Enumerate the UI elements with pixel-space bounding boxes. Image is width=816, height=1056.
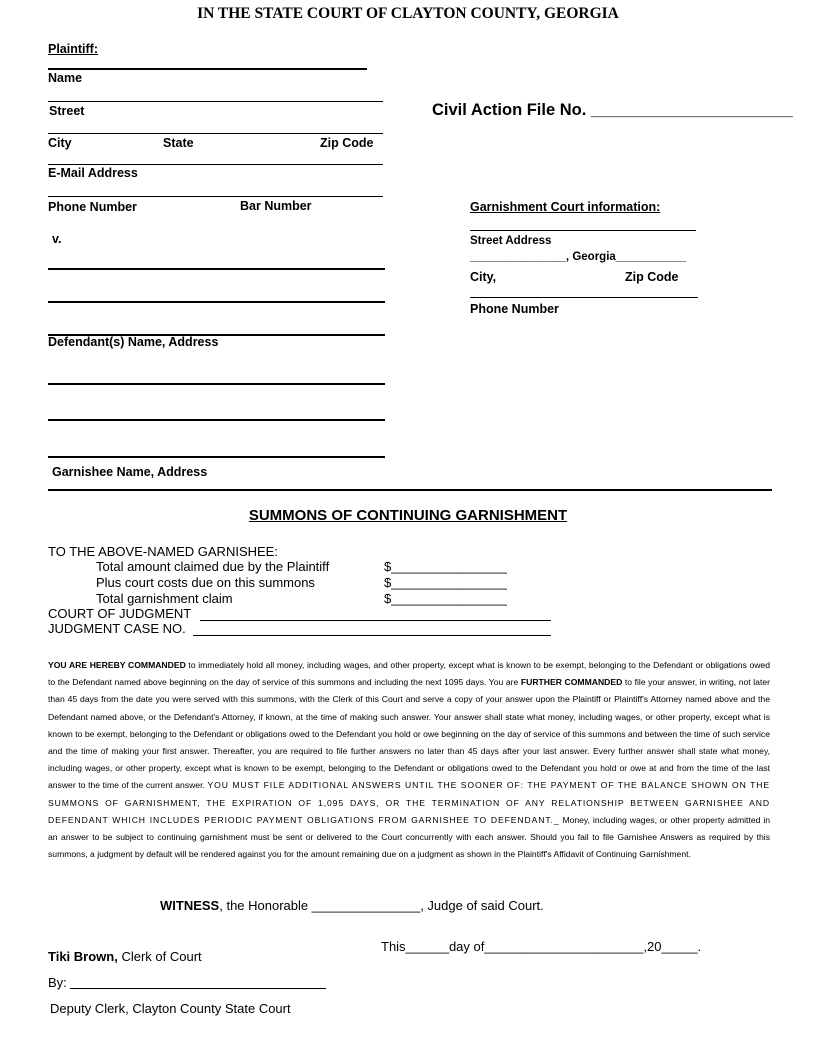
summons-title: SUMMONS OF CONTINUING GARNISHMENT [248,507,568,524]
commanded-text-1: YOU ARE HEREBY COMMANDED [48,660,186,670]
plaintiff-city-label: City [48,136,72,150]
judgment-case-no-line[interactable] [193,635,551,636]
plaintiff-heading: Plaintiff: [48,42,98,56]
garnishment-court-heading: Garnishment Court information: [470,200,661,214]
claim-item-amount[interactable]: $________________ [384,559,507,574]
garnishment-court-name-line[interactable] [470,230,696,231]
garnishment-street-label: Street Address [470,235,552,247]
plaintiff-phone-line[interactable] [48,196,383,197]
claim-item-amount[interactable]: $________________ [384,591,507,606]
defendant-line-1[interactable] [48,268,385,270]
defendant-label: Defendant(s) Name, Address [48,335,219,349]
witness-text: , the Honorable _______________, Judge of said Court. [219,898,544,913]
deputy-clerk-label: Deputy Clerk, Clayton County State Court [50,1001,291,1016]
clerk-title: Clerk of Court [117,949,202,964]
plaintiff-city-line[interactable] [48,133,383,134]
garnishee-label: Garnishee Name, Address [52,465,208,479]
body-text-3: Money, including wages, or other property admitted in an answer to be subject to continuing garnishment must be sent or delivered to the Court concurrently with each answer. Should you fail to file Garnishee Answers as required by this summons, a judgment by default will be rendered against you for the amount remaining due on a judgment as shown in the Plaintiff's Affidavit of Continuing Garnishment. [48,814,771,860]
garnishment-zip-label: Zip Code [625,270,679,284]
claim-item-label: Total garnishment claim [96,591,233,606]
plaintiff-state-label: State [163,136,194,150]
to-garnishee-line: TO THE ABOVE-NAMED GARNISHEE: [48,544,278,559]
plaintiff-phone-label: Phone Number [48,200,137,214]
court-of-judgment-label: COURT OF JUDGMENT [48,606,192,621]
section-divider [48,489,772,491]
plaintiff-street-label: Street [49,104,85,118]
body-text-2: to file your answer, in writing, not later than 45 days from the date you were served with this summons, with the Clerk of this Court and serve a copy of your answer upon the Plaintiff or Plaintiff's Attorney named above and the Defendant named above, or the Defendant's Attorney, if known, at the time of making such answer. Your answer shall state what money, including wages, or other property, except what is known to be exempt, belonging to the Defendant or obligations owed to the Defendant you hold or owe beginning on the day of service of this summons and between the time of such service and the time of making your first answer. Thereafter, you are required to file further answers no later than 45 days after your last answer. Every further answer shall state what money, including wages, or other property, except what is known to be exempt, belonging to the Defendant or obligations owed to the Defendant you hold or owe at and from the time of the last answer to the time of the current answer. [48,677,770,791]
garnishee-line-1[interactable] [48,383,385,385]
garnishment-phone-line[interactable] [470,297,698,298]
court-title: IN THE STATE COURT OF CLAYTON COUNTY, GEORGIA [197,5,619,22]
defendant-line-2[interactable] [48,301,385,303]
garnishee-line-3[interactable] [48,456,385,458]
plaintiff-email-line[interactable] [48,164,383,165]
witness-line[interactable] [160,898,544,913]
claim-item-amount[interactable]: $________________ [384,575,507,590]
body-caps-text: YOU MUST FILE ADDITIONAL ANSWERS UNTIL THE SOONER OF: THE PAYMENT OF THE BALANCE SHOWN ON THE SUMMONS OF GARNISHMENT, THE EXPIRATION OF 1,095 DAYS, OR THE TERMINATION OF ANY RELATIONSHIP BETWEEN GARNISHEE AND DEFENDANT WHICH INCLUDES PERIODIC PAYMENT OBLIGATIONS FROM GARNISHEE TO DEFENDANT._ [48,780,770,825]
judgment-case-no-label: JUDGMENT CASE NO. [48,621,186,636]
plaintiff-name-label: Name [48,71,83,85]
clerk-signature [48,949,202,964]
garnishee-line-2[interactable] [48,419,385,421]
civil-action-file-no[interactable]: Civil Action File No. ______________________ [432,101,793,119]
body-text-1: to immediately hold all money, including wages, and other property, except what is known to be exempt, belonging to the Defendant or obligations owed to the Defendant named above beginning on the day of service of this summons and including the next 1095 days. You are [48,660,770,688]
garnishment-georgia-line[interactable]: _______________, Georgia___________ [470,251,687,263]
date-line[interactable]: This______day of______________________,20_____. [381,939,702,954]
plaintiff-email-label: E-Mail Address [48,166,138,180]
plaintiff-street-line[interactable] [48,101,383,102]
garnishment-phone-label: Phone Number [470,302,559,316]
by-label: By: [48,975,67,990]
clerk-name: Tiki Brown, [48,949,118,964]
by-signature-line[interactable] [70,988,326,989]
commanded-text-2: FURTHER COMMANDED [520,677,623,688]
witness-label: WITNESS [160,898,220,913]
plaintiff-bar-label: Bar Number [240,199,312,213]
plaintiff-zip-label: Zip Code [320,136,374,150]
summons-body [48,657,770,863]
garnishment-city-label: City, [470,270,497,284]
court-of-judgment-line[interactable] [200,620,551,621]
claim-item-label: Total amount claimed due by the Plaintiff [96,559,330,574]
claim-item-label: Plus court costs due on this summons [96,575,315,590]
versus-label: v. [52,232,62,246]
plaintiff-name-line[interactable] [48,68,367,70]
